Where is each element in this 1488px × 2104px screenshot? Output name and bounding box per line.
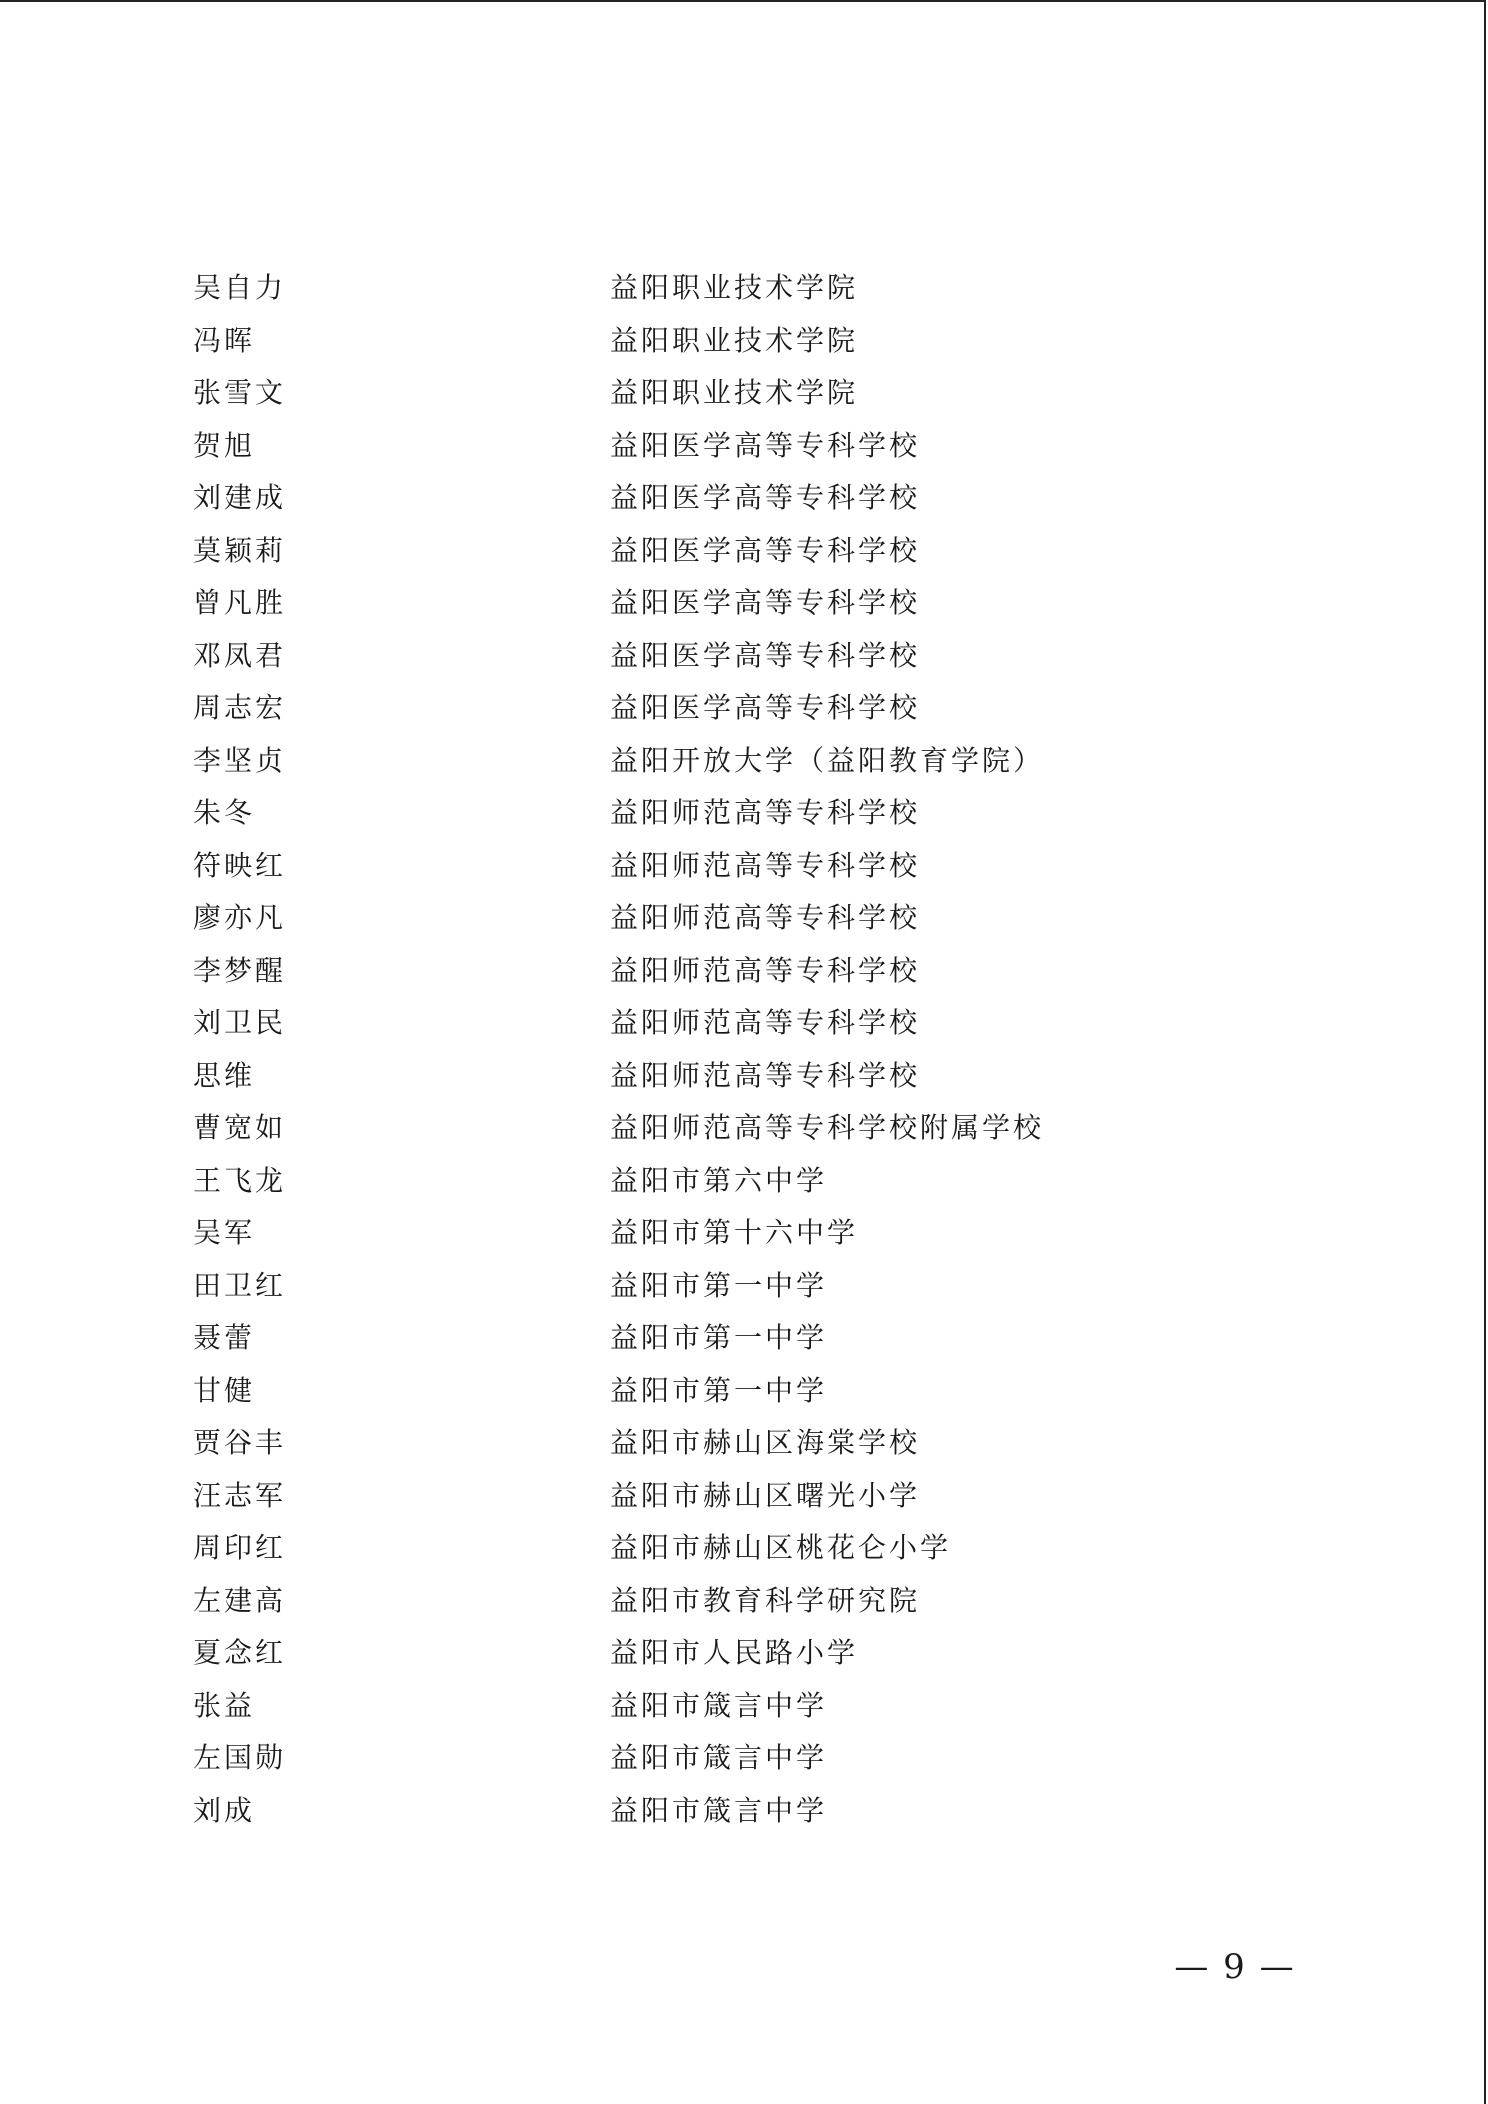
person-name: 张益 — [193, 1688, 256, 1722]
list-item — [193, 1365, 1343, 1418]
person-name: 贾谷丰 — [193, 1426, 287, 1459]
list-item — [193, 1207, 1343, 1260]
organization: 益阳职业技术学院 — [610, 376, 859, 409]
person-name: 甘健 — [193, 1373, 256, 1407]
list-item — [193, 1312, 1343, 1365]
organization: 益阳市第一中学 — [610, 1373, 828, 1407]
person-name: 曹宽如 — [193, 1111, 287, 1144]
list-item — [193, 1102, 1343, 1155]
organization: 益阳师范高等专科学校 — [610, 901, 921, 934]
name-list — [193, 262, 1343, 1837]
organization: 益阳市箴言中学 — [610, 1741, 828, 1774]
list-item — [193, 1155, 1343, 1208]
organization: 益阳市赫山区曙光小学 — [610, 1478, 921, 1512]
person-name: 思维 — [193, 1058, 256, 1092]
list-item — [193, 577, 1343, 630]
list-item — [193, 840, 1343, 893]
list-item — [193, 1680, 1343, 1733]
list-item — [193, 1575, 1343, 1628]
organization: 益阳医学高等专科学校 — [610, 586, 921, 619]
organization: 益阳市箴言中学 — [610, 1793, 828, 1827]
person-name: 曾凡胜 — [193, 586, 287, 619]
person-name: 李坚贞 — [193, 743, 287, 777]
list-item — [193, 1627, 1343, 1680]
person-name: 夏念红 — [193, 1636, 287, 1669]
organization: 益阳师范高等专科学校 — [610, 796, 921, 829]
list-item — [193, 420, 1343, 473]
organization: 益阳市第一中学 — [610, 1268, 828, 1302]
organization: 益阳师范高等专科学校 — [610, 1058, 921, 1092]
list-item — [193, 1260, 1343, 1313]
person-name: 吴自力 — [193, 271, 287, 304]
list-item — [193, 1522, 1343, 1575]
person-name: 刘建成 — [193, 481, 287, 514]
organization: 益阳市人民路小学 — [610, 1636, 859, 1669]
organization: 益阳师范高等专科学校 — [610, 848, 921, 882]
person-name: 聂蕾 — [193, 1321, 256, 1354]
person-name: 邓凤君 — [193, 638, 287, 672]
list-item — [193, 1785, 1343, 1838]
person-name: 王飞龙 — [193, 1163, 287, 1197]
list-item — [193, 1417, 1343, 1470]
organization: 益阳师范高等专科学校附属学校 — [610, 1111, 1045, 1144]
page-number: — 9 — — [1174, 1947, 1296, 1987]
person-name: 汪志军 — [193, 1478, 287, 1512]
person-name: 李梦醒 — [193, 953, 287, 987]
list-item — [193, 262, 1343, 315]
organization: 益阳医学高等专科学校 — [610, 481, 921, 514]
list-item — [193, 630, 1343, 683]
list-item — [193, 525, 1343, 578]
organization: 益阳师范高等专科学校 — [610, 953, 921, 987]
list-item — [193, 682, 1343, 735]
list-item — [193, 1470, 1343, 1523]
list-item — [193, 787, 1343, 840]
person-name: 周志宏 — [193, 691, 287, 724]
person-name: 左国勋 — [193, 1741, 287, 1774]
person-name: 田卫红 — [193, 1268, 287, 1302]
list-item — [193, 472, 1343, 525]
list-item — [193, 1050, 1343, 1103]
person-name: 贺旭 — [193, 428, 256, 462]
organization: 益阳市第一中学 — [610, 1321, 828, 1354]
organization: 益阳师范高等专科学校 — [610, 1006, 921, 1039]
person-name: 张雪文 — [193, 376, 287, 409]
organization: 益阳医学高等专科学校 — [610, 691, 921, 724]
person-name: 刘成 — [193, 1793, 256, 1827]
list-item — [193, 315, 1343, 368]
organization: 益阳市第十六中学 — [610, 1216, 859, 1249]
person-name: 冯晖 — [193, 323, 256, 357]
person-name: 廖亦凡 — [193, 901, 287, 934]
list-item — [193, 997, 1343, 1050]
list-item — [193, 1732, 1343, 1785]
list-item — [193, 735, 1343, 788]
organization: 益阳医学高等专科学校 — [610, 533, 921, 567]
organization: 益阳市教育科学研究院 — [610, 1583, 921, 1617]
organization: 益阳市赫山区桃花仑小学 — [610, 1531, 952, 1564]
person-name: 吴军 — [193, 1216, 256, 1249]
organization: 益阳市赫山区海棠学校 — [610, 1426, 921, 1459]
person-name: 左建高 — [193, 1583, 287, 1617]
person-name: 莫颖莉 — [193, 533, 287, 567]
list-item — [193, 945, 1343, 998]
person-name: 周印红 — [193, 1531, 287, 1564]
organization: 益阳开放大学（益阳教育学院） — [610, 743, 1045, 777]
organization: 益阳医学高等专科学校 — [610, 428, 921, 462]
person-name: 刘卫民 — [193, 1006, 287, 1039]
person-name: 朱冬 — [193, 796, 256, 829]
organization: 益阳职业技术学院 — [610, 323, 859, 357]
organization: 益阳医学高等专科学校 — [610, 638, 921, 672]
organization: 益阳市箴言中学 — [610, 1688, 828, 1722]
list-item — [193, 367, 1343, 420]
person-name: 符映红 — [193, 848, 287, 882]
organization: 益阳职业技术学院 — [610, 271, 859, 304]
list-item — [193, 892, 1343, 945]
organization: 益阳市第六中学 — [610, 1163, 828, 1197]
